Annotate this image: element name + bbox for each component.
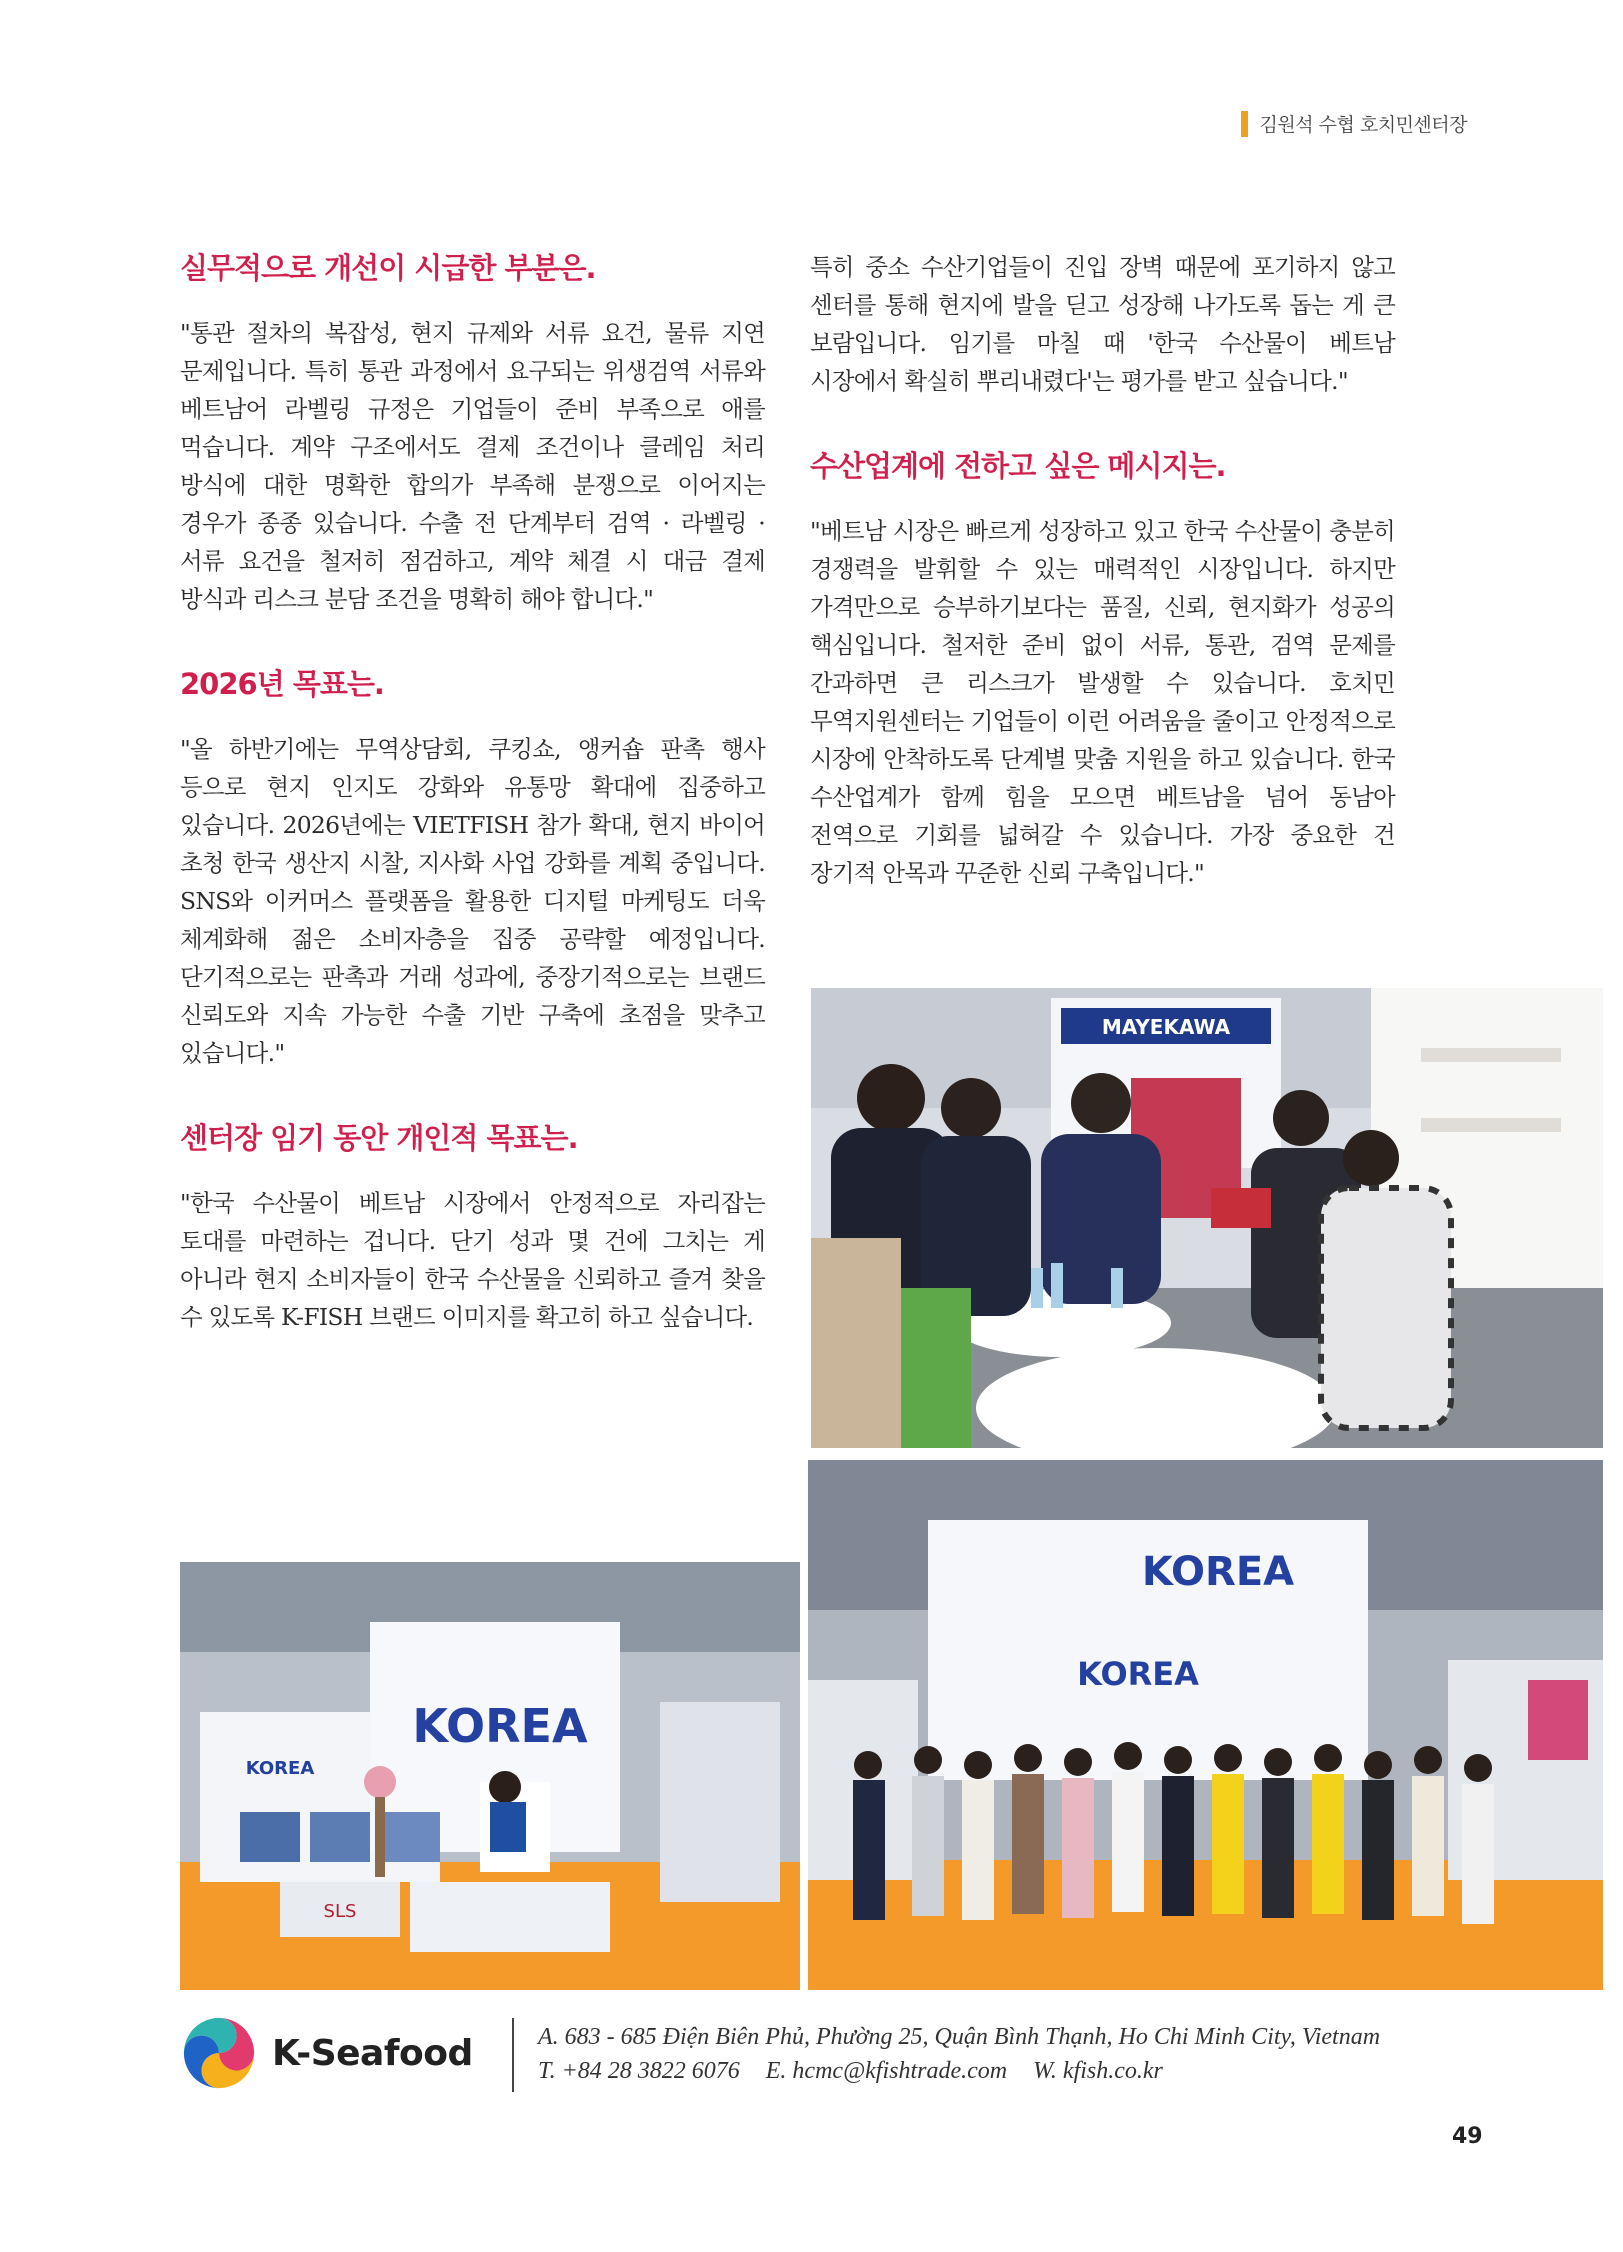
booth-sign-text: MAYEKAWA <box>1101 1015 1231 1039</box>
running-head-marker <box>1241 111 1248 137</box>
footer <box>180 2010 1480 2100</box>
running-head-title: 김원석 수협 호치민센터장 <box>1259 114 1467 136</box>
question-title: 수산업계에 전하고 싶은 메시지는. <box>810 449 1226 483</box>
footer-contact <box>538 2020 1380 2088</box>
left-column <box>180 248 765 1382</box>
footer-phone: T. +84 28 3822 6076 <box>538 2058 740 2084</box>
continuation-paragraph: 특히 중소 수산기업들이 진입 장벽 때문에 포기하지 않고 센터를 통해 현지에 발을 딛고 성장해 나가도록 돕는 게 큰 보람입니다. 임기를 마칠 때 '한국 수산물이 베트남 시장에서 확실히 뿌리내렸다'는 평가를 받고 싶습니다." <box>810 253 1395 395</box>
question-title: 2026년 목표는. <box>180 667 384 701</box>
freezer-label: SLS <box>323 1901 357 1922</box>
answer-paragraph: "통관 절차의 복잡성, 현지 규제와 서류 요건, 물류 지연 문제입니다. 특히 통관 과정에서 요구되는 위생검역 서류와 베트남어 라벨링 규정은 기업들이 준비 부족으로 애를 먹습니다. 계약 구조에서도 결제 조건이나 클레임 처리 방식에 대한 명확한 합의가 부족해 분쟁으로 이어지는 경우가 종종 있습니다. 수출 전 단계부터 검역 · 라벨링 · 서류 요건을 철저히 점검하고, 계약 체결 시 대금 결제 방식과 리스크 분담 조건을 명확히 해야 합니다." <box>180 319 765 613</box>
question-title: 실무적으로 개선이 시급한 부분은. <box>180 251 596 285</box>
running-head <box>1241 110 1467 137</box>
answer-paragraph: "올 하반기에는 무역상담회, 쿠킹쇼, 앵커숍 판촉 행사 등으로 현지 인지도 강화와 유통망 확대에 집중하고 있습니다. 2026년에는 VIETFISH 참가 확대, 현지 바이어 초청 한국 생산지 시찰, 지사화 사업 강화를 계획 중입니다. SNS와 이커머스 플랫폼을 활용한 디지털 마케팅도 더욱 체계화해 젊은 소비자층을 집중 공략할 예정입니다. 단기적으로는 판촉과 거래 성과에, 중장기적으로는 브랜드 신뢰도와 지속 가능한 수출 기반 구축에 초점을 맞추고 있습니다." <box>180 735 765 1067</box>
booth-photo <box>180 1562 800 1990</box>
k-seafood-logo <box>180 2014 473 2092</box>
footer-divider <box>512 2018 514 2092</box>
group-main-sign: KOREA <box>1141 1549 1295 1595</box>
footer-web: W. kfish.co.kr <box>1033 2058 1163 2084</box>
footer-email: E. hcmc@kfishtrade.com <box>765 2058 1008 2084</box>
right-column <box>810 248 1395 938</box>
footer-contact-line <box>538 2054 1380 2088</box>
k-seafood-logo-icon <box>180 2014 258 2092</box>
answer-paragraph: "한국 수산물이 베트남 시장에서 안정적으로 자리잡는 토대를 마련하는 겁니다. 단기 성과 몇 건에 그치는 게 아니라 현지 소비자들이 한국 수산물을 신뢰하고 즐겨 찾을 수 있도록 K-FISH 브랜드 이미지를 확고히 하고 싶습니다. <box>180 1189 765 1331</box>
page-number: 49 <box>1452 2124 1483 2149</box>
booth-main-sign: KOREA <box>412 1699 588 1753</box>
booth-small-sign: KOREA <box>245 1758 315 1779</box>
k-seafood-brand: K-Seafood <box>272 2032 473 2074</box>
group-photo <box>808 1460 1603 1990</box>
footer-address: A. 683 - 685 Điện Biên Phủ, Phường 25, Quận Bình Thạnh, Ho Chi Minh City, Vietnam <box>538 2024 1381 2050</box>
meeting-photo <box>811 988 1603 1448</box>
question-title: 센터장 임기 동안 개인적 목표는. <box>180 1121 578 1155</box>
group-lower-sign: KOREA <box>1077 1655 1199 1693</box>
answer-paragraph: "베트남 시장은 빠르게 성장하고 있고 한국 수산물이 충분히 경쟁력을 발휘할 수 있는 매력적인 시장입니다. 하지만 가격만으로 승부하기보다는 품질, 신뢰, 현지화가 성공의 핵심입니다. 철저한 준비 없이 서류, 통관, 검역 문제를 간과하면 큰 리스크가 발생할 수 있습니다. 호치민 무역지원센터는 기업들이 이런 어려움을 줄이고 안정적으로 시장에 안착하도록 단계별 맞춤 지원을 하고 있습니다. 한국 수산업계가 함께 힘을 모으면 베트남을 넘어 동남아 전역으로 기회를 넓혀갈 수 있습니다. 가장 중요한 건 장기적 안목과 꾸준한 신뢰 구축입니다." <box>810 517 1395 887</box>
